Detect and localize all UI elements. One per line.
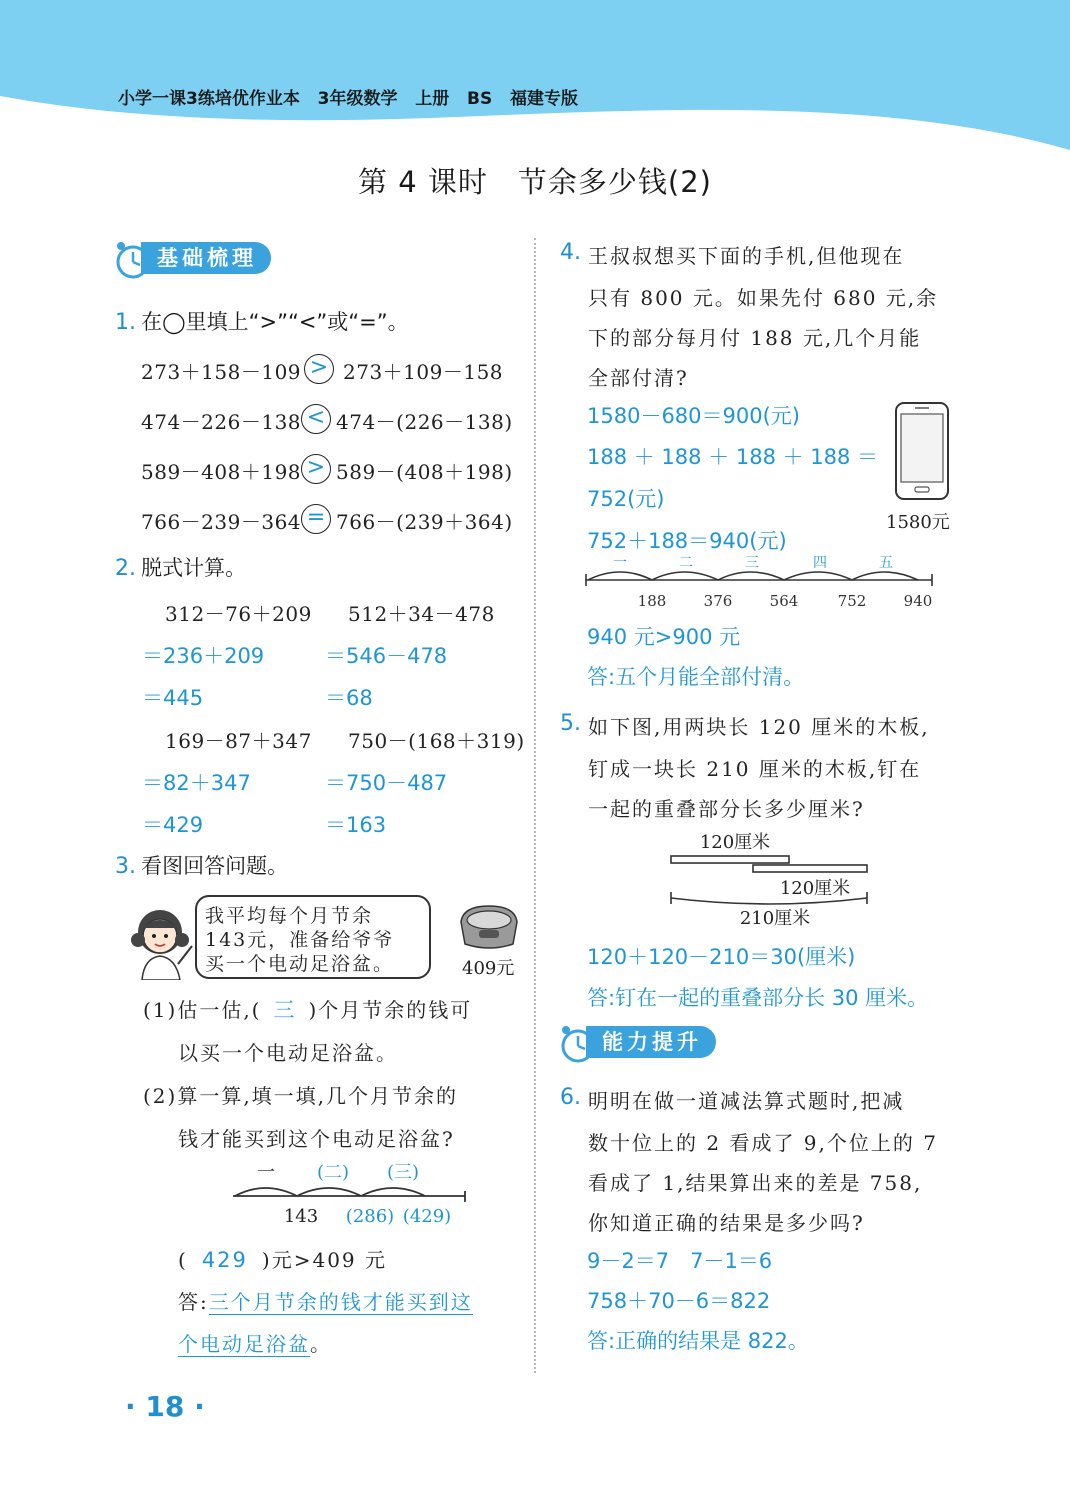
calc-expr: 512＋34－478 xyxy=(348,602,495,626)
board-label: 120厘米 xyxy=(779,878,851,899)
compare-circle: > xyxy=(304,354,334,384)
question-prompt: 在◯里填上“>”“<”或“=”。 xyxy=(141,310,409,334)
q5-text: 钉成一块长 210 厘米的木板,钉在 xyxy=(588,757,922,781)
q6-text: 你知道正确的结果是多少吗? xyxy=(588,1211,865,1235)
segment-value: 188 xyxy=(637,592,667,610)
board-diagram xyxy=(665,826,875,930)
expr-right: 474－(226－138) xyxy=(336,410,513,434)
question-1 xyxy=(115,306,409,336)
segment-label: (二) xyxy=(316,1162,350,1183)
q5-text: 如下图,用两块长 120 厘米的木板, xyxy=(588,715,930,739)
calc-expr: 312－76＋209 xyxy=(165,602,312,626)
calc-step: ＝68 xyxy=(325,686,373,710)
question-number: 3. xyxy=(115,854,136,879)
q6-step: 758＋70－6＝822 xyxy=(587,1289,771,1313)
q6-text: 看成了 1,结果算出来的差是 758, xyxy=(588,1171,923,1195)
q5-step: 120＋120－210＝30(厘米) xyxy=(587,945,856,969)
q3-answer-cont: 个电动足浴盆。 xyxy=(178,1332,332,1356)
q5-text: 一起的重叠部分长多少厘米? xyxy=(588,797,865,821)
q4-text: 王叔叔想买下面的手机,但他现在 xyxy=(588,244,905,268)
segment-label: 四 xyxy=(813,555,827,571)
column-divider xyxy=(534,238,536,1373)
segment-value: 143 xyxy=(283,1206,319,1227)
speech-bubble xyxy=(195,895,431,979)
calc-expr: 750－(168＋319) xyxy=(348,729,525,753)
q4-step: 752＋188＝940(元) xyxy=(587,529,787,553)
question-number: 2. xyxy=(115,556,136,581)
section-title-advanced: 能力提升 xyxy=(586,1026,716,1058)
q4-text: 只有 800 元。如果先付 680 元,余 xyxy=(588,286,939,310)
lesson-title: 第 4 课时 节余多少钱(2) xyxy=(358,165,712,199)
q4-step: 1580－680＝900(元) xyxy=(587,404,800,428)
expr-right: 273＋109－158 xyxy=(343,360,504,384)
expr-right: 766－(239＋364) xyxy=(336,510,513,534)
girl-illustration xyxy=(122,902,202,980)
q6-answer: 答:正确的结果是 822。 xyxy=(587,1329,809,1353)
bubble-line: 买一个电动足浴盆。 xyxy=(205,953,395,975)
segment-value: (429) xyxy=(402,1206,452,1227)
segment-diagram-q4 xyxy=(582,552,942,614)
q3-part1: (1)估一估,( 三 )个月节余的钱可 xyxy=(143,998,473,1022)
bubble-line: 我平均每个月节余 xyxy=(205,905,374,927)
section-badge-basic xyxy=(113,238,303,274)
segment-label: 三 xyxy=(745,555,759,571)
question-number: 5. xyxy=(560,711,581,736)
segment-value: 376 xyxy=(703,592,733,610)
segment-value: 752 xyxy=(837,592,867,610)
q3-compare: ( 429 )元>409 元 xyxy=(178,1248,387,1272)
calc-step: ＝163 xyxy=(325,813,387,837)
compare-circle: < xyxy=(301,404,331,434)
calc-step: ＝546－478 xyxy=(325,644,448,668)
segment-label: 二 xyxy=(679,555,693,571)
compare-circle: = xyxy=(301,504,331,534)
segment-label: (三) xyxy=(386,1162,420,1183)
q4-step: 752(元) xyxy=(587,487,665,511)
q4-answer: 答:五个月能全部付清。 xyxy=(587,665,805,689)
foot-bath-price: 409元 xyxy=(462,958,515,979)
q3-part2: (2)算一算,填一填,几个月节余的 xyxy=(143,1084,459,1108)
segment-label: 一 xyxy=(257,1162,275,1183)
calc-step: ＝236＋209 xyxy=(142,644,265,668)
question-3 xyxy=(115,850,288,880)
q4-text: 下的部分每月付 188 元,几个月能 xyxy=(588,326,922,350)
q6-text: 数十位上的 2 看成了 9,个位上的 7 xyxy=(588,1131,938,1155)
board-label: 120厘米 xyxy=(699,832,771,853)
q4-step: 940 元>900 元 xyxy=(587,625,741,649)
section-title-basic: 基础梳理 xyxy=(141,242,271,274)
question-number: 6. xyxy=(560,1085,581,1110)
expr-left: 273＋158－109 xyxy=(141,360,302,384)
page-number: · 18 · xyxy=(125,1390,205,1423)
question-prompt: 看图回答问题。 xyxy=(141,854,289,878)
q4-step: 188 ＋ 188 ＋ 188 ＋ 188 ＝ xyxy=(587,445,879,469)
segment-label: 一 xyxy=(613,555,627,571)
header-banner xyxy=(0,0,1070,150)
foot-bath-icon xyxy=(455,900,523,952)
calc-step: ＝445 xyxy=(142,686,204,710)
q3-part1-cont: 以买一个电动足浴盆。 xyxy=(178,1041,398,1065)
q3-part2-cont: 钱才能买到这个电动足浴盆? xyxy=(178,1127,455,1151)
expr-left: 474－226－138 xyxy=(141,410,302,434)
calc-expr: 169－87＋347 xyxy=(165,729,312,753)
segment-value: (286) xyxy=(345,1206,395,1227)
board-label: 210厘米 xyxy=(739,908,811,929)
segment-diagram-q3 xyxy=(225,1158,475,1230)
expr-left: 766－239－364 xyxy=(141,510,302,534)
segment-value: 564 xyxy=(769,592,799,610)
q6-text: 明明在做一道减法算式题时,把减 xyxy=(588,1089,905,1113)
q4-text: 全部付清? xyxy=(588,366,689,390)
bubble-line: 143元，准备给爷爷 xyxy=(205,929,395,951)
calc-step: ＝429 xyxy=(142,813,204,837)
expr-left: 589－408＋198 xyxy=(141,460,302,484)
q6-step: 9－2＝7 7－1＝6 xyxy=(587,1249,773,1273)
question-number: 4. xyxy=(560,240,581,265)
calc-step: ＝82＋347 xyxy=(142,771,251,795)
question-prompt: 脱式计算。 xyxy=(141,556,247,580)
calc-step: ＝750－487 xyxy=(325,771,448,795)
expr-right: 589－(408＋198) xyxy=(336,460,513,484)
segment-value: 940 xyxy=(903,592,933,610)
section-badge-advanced xyxy=(558,1022,748,1058)
compare-circle: > xyxy=(301,454,331,484)
phone-icon xyxy=(893,400,951,502)
header-text: 小学一课3练培优作业本 3年级数学 上册 BS 福建专版 xyxy=(118,89,578,109)
q3-answer: 答:三个月节余的钱才能买到这 xyxy=(178,1290,473,1314)
q5-answer: 答:钉在一起的重叠部分长 30 厘米。 xyxy=(587,986,929,1010)
question-number: 1. xyxy=(115,310,136,335)
segment-label: 五 xyxy=(879,555,893,571)
phone-price: 1580元 xyxy=(886,512,950,533)
question-2 xyxy=(115,552,246,582)
